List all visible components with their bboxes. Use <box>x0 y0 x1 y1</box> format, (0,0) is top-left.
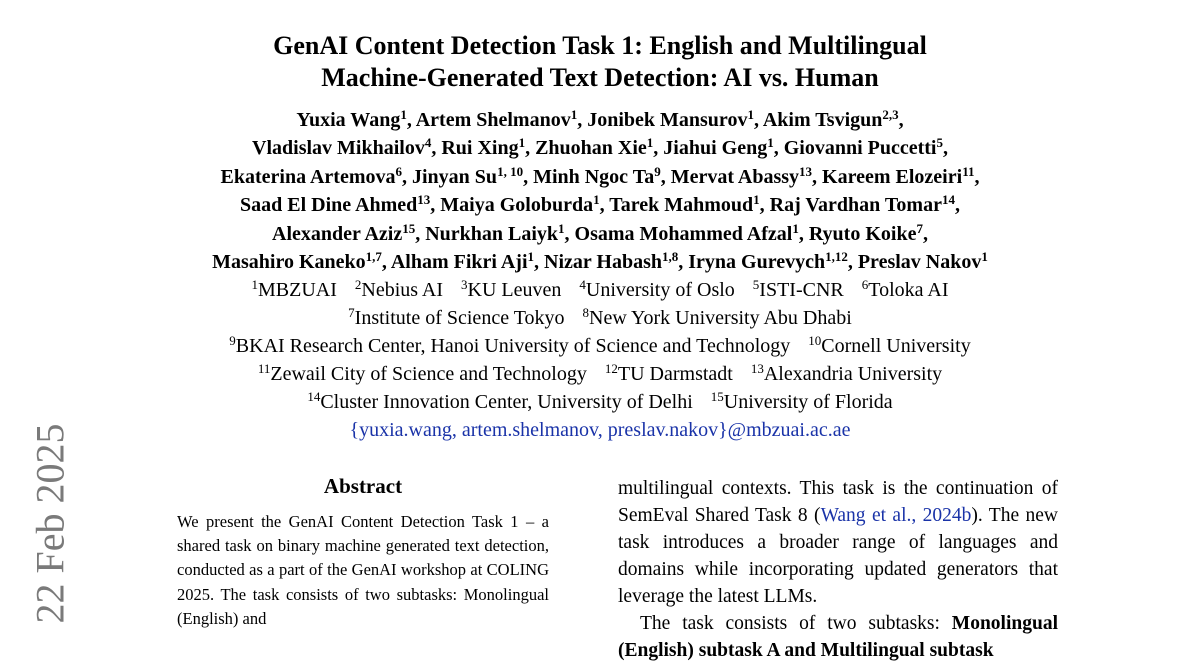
author-name: Vladislav Mikhailov <box>252 137 425 160</box>
author-affiliation-marker: 1 <box>570 107 578 122</box>
intro-text-2: The task consists of two subtasks: <box>640 613 952 634</box>
author-affiliation-marker: 13 <box>799 163 813 179</box>
intro-text-before-cite: multilingual contexts. This task is the continuation of SemEval Shared Task 8 ( <box>618 478 1058 526</box>
intro-text-after-cite: ). The new task introduces a broader range of languages and domains while incorporating updated generators that leverage the latest LLMs. <box>618 505 1058 607</box>
author-affiliation-marker: 1 <box>753 192 760 208</box>
author-name: Rui Xing <box>441 137 519 160</box>
author-affiliation-marker: 1 <box>518 135 526 151</box>
author-affiliation-marker: 1 <box>981 249 988 265</box>
affiliation-marker: 4 <box>579 277 586 293</box>
paper-header <box>100 30 1100 444</box>
author-line: Alexander Aziz$^{15}$, Nurkhan Laiyk$^1$, Osama Mohammed Afzal$^1$, Ryuto Koike$^7$, <box>272 220 928 245</box>
author-name: Jinyan Su <box>412 165 498 188</box>
affiliation-name: MBZUAI <box>257 279 337 302</box>
affiliation-name: University of Oslo <box>585 279 735 302</box>
author-line: Masahiro Kaneko$^{1,7}$, Alham Fikri Aji$^1$, Nizar Habash$^{1,8}$, Iryna Gurevych$^{1,12}$, Preslav Nakov$^1$ <box>212 249 988 274</box>
affiliation-name: KU Leuven <box>467 279 562 302</box>
affiliation-name: Toloka AI <box>868 279 949 302</box>
author-affiliation-marker: 1 <box>646 135 654 151</box>
author-affiliation-marker: 4 <box>424 135 432 151</box>
abstract-text: We present the GenAI Content Detection Task 1 – a shared task on binary machine generated text detection, conducted as a part of the GenAI workshop at COLING 2025. The task consists of two subtasks: Monolingual (English) and <box>177 512 549 628</box>
affiliation-marker: 10 <box>808 333 822 349</box>
title-line-2: Machine-Generated Text Detection: AI vs. Human <box>321 63 879 92</box>
author-name: Nurkhan Laiyk <box>425 222 559 245</box>
affiliation-line <box>100 304 1100 332</box>
author-name: Saad El Dine Ahmed <box>240 194 418 217</box>
affiliation-name: Nebius AI <box>361 279 444 302</box>
right-column <box>618 475 1058 664</box>
author-name: Nizar Habash <box>544 251 662 274</box>
author-affiliation-marker: 14 <box>941 192 955 208</box>
author-name: Jonibek Mansurov <box>587 109 748 131</box>
author-name: Jiahui Geng <box>663 137 768 160</box>
author-line: Vladislav Mikhailov$^4$, Rui Xing$^1$, Zhuohan Xie$^1$, Jiahui Geng$^1$, Giovanni Puccetti$^5$, <box>252 135 948 160</box>
author-line: Ekaterina Artemova$^6$, Jinyan Su$^{1, 10}$, Minh Ngoc Ta$^9$, Mervat Abassy$^{13}$, Kareem Elozeiri$^{11}$, <box>220 163 980 188</box>
author-affiliation-marker: 1 <box>747 107 754 122</box>
author-affiliation-marker: 1,12 <box>825 249 848 265</box>
affiliation-marker: 2 <box>354 277 362 293</box>
affiliation-marker: 11 <box>257 361 271 377</box>
affiliation-marker: 15 <box>710 389 724 405</box>
abstract-section <box>177 472 549 631</box>
affiliation-marker: 13 <box>750 361 764 377</box>
affiliation-marker: 1 <box>251 277 258 293</box>
affiliation-marker: 14 <box>307 389 321 405</box>
affiliation-line <box>100 388 1100 416</box>
affiliation-name: BKAI Research Center, Hanoi University of Science and Technology <box>235 335 791 358</box>
author-line: Yuxia Wang$^1$, Artem Shelmanov$^1$, Jonibek Mansurov$^1$, Akim Tsvigun$^{2,3}$, <box>296 107 904 131</box>
affiliation-name: Cluster Innovation Center, University of Delhi <box>320 391 693 414</box>
author-affiliation-marker: 1 <box>400 107 407 122</box>
author-name: Akim Tsvigun <box>762 109 883 131</box>
affiliation-marker: 5 <box>752 277 760 293</box>
author-name: Preslav Nakov <box>857 251 982 274</box>
affiliation-marker: 7 <box>348 305 355 321</box>
intro-bold-2: Monolingual (English) subtask A and Multilingual subtask <box>618 613 1058 661</box>
author-name: Maiya Goloburda <box>440 194 594 217</box>
affiliation-marker: 12 <box>604 361 618 377</box>
author-name: Minh Ngoc Ta <box>533 165 655 188</box>
author-affiliation-marker: 6 <box>395 163 402 179</box>
author-affiliation-marker: 7 <box>916 220 923 236</box>
author-affiliation-marker: 1,7 <box>365 249 382 265</box>
author-name: Mervat Abassy <box>670 165 800 188</box>
author-affiliation-marker: 5 <box>936 135 943 151</box>
author-affiliation-marker: 1 <box>558 220 565 236</box>
affiliation-line <box>100 360 1100 388</box>
author-name: Raj Vardhan Tomar <box>769 194 942 217</box>
author-name: Ekaterina Artemova <box>220 165 396 188</box>
affiliation-name: ISTI-CNR <box>759 279 844 302</box>
affiliation-name: Zewail City of Science and Technology <box>270 363 587 386</box>
author-name: Giovanni Puccetti <box>783 137 937 160</box>
author-affiliation-marker: 11 <box>962 163 975 179</box>
author-affiliation-marker: 1 <box>527 249 534 265</box>
author-affiliation-marker: 1 <box>593 192 600 208</box>
affiliation-name: Institute of Science Tokyo <box>354 307 565 330</box>
author-name: Masahiro Kaneko <box>212 251 366 274</box>
affiliation-marker: 9 <box>229 333 236 349</box>
author-name: Zhuohan Xie <box>535 137 647 160</box>
arxiv-side-stamp <box>25 418 75 628</box>
author-affiliation-marker: 1, 10 <box>497 163 524 179</box>
author-affiliation-marker: 1 <box>792 220 799 236</box>
author-name: Ryuto Koike <box>808 222 917 245</box>
abstract-heading: Abstract <box>323 474 403 498</box>
author-name: Kareem Elozeiri <box>822 165 963 188</box>
affiliation-name: University of Florida <box>723 391 893 414</box>
affiliation-name: New York University Abu Dhabi <box>589 307 852 330</box>
citation-link[interactable]: Wang et al., 2024b <box>820 505 972 526</box>
title-line-1: GenAI Content Detection Task 1: English and Multilingual <box>273 31 927 60</box>
author-name: Alham Fikri Aji <box>390 251 528 274</box>
author-name: Iryna Gurevych <box>688 251 826 274</box>
author-affiliation-marker: 15 <box>402 220 416 236</box>
affiliation-marker: 6 <box>861 277 869 293</box>
affiliation-name: Alexandria University <box>763 363 943 386</box>
author-list <box>100 106 1100 276</box>
author-affiliation-marker: 1,8 <box>661 249 679 265</box>
affiliation-line <box>100 332 1100 360</box>
author-name: Yuxia Wang <box>296 109 401 131</box>
paper-title <box>100 30 1100 94</box>
affiliation-list <box>100 276 1100 416</box>
author-line: Saad El Dine Ahmed$^{13}$, Maiya Goloburda$^1$, Tarek Mahmoud$^1$, Raj Vardhan Tomar$^{14}$, <box>240 192 960 217</box>
affiliation-marker: 8 <box>582 305 590 321</box>
author-name: Tarek Mahmoud <box>609 194 754 217</box>
author-affiliation-marker: 13 <box>417 192 431 208</box>
author-name: Osama Mohammed Afzal <box>574 222 793 245</box>
intro-paragraph-1 <box>618 475 1058 610</box>
affiliation-marker: 3 <box>461 277 468 293</box>
author-affiliation-marker: 1 <box>767 135 774 151</box>
affiliation-line <box>100 276 1100 304</box>
author-name: Artem Shelmanov <box>415 109 571 131</box>
affiliation-name: TU Darmstadt <box>617 363 733 386</box>
arxiv-date: 22 Feb 2025 <box>27 423 73 623</box>
author-affiliation-marker: 2,3 <box>882 107 899 122</box>
author-affiliation-marker: 9 <box>654 163 661 179</box>
affiliation-name: Cornell University <box>821 335 971 358</box>
author-name: Alexander Aziz <box>272 222 403 245</box>
intro-paragraph-2 <box>618 610 1058 664</box>
contact-email[interactable]: {yuxia.wang, artem.shelmanov, preslav.nakov}@mbzuai.ac.ae <box>349 419 851 442</box>
